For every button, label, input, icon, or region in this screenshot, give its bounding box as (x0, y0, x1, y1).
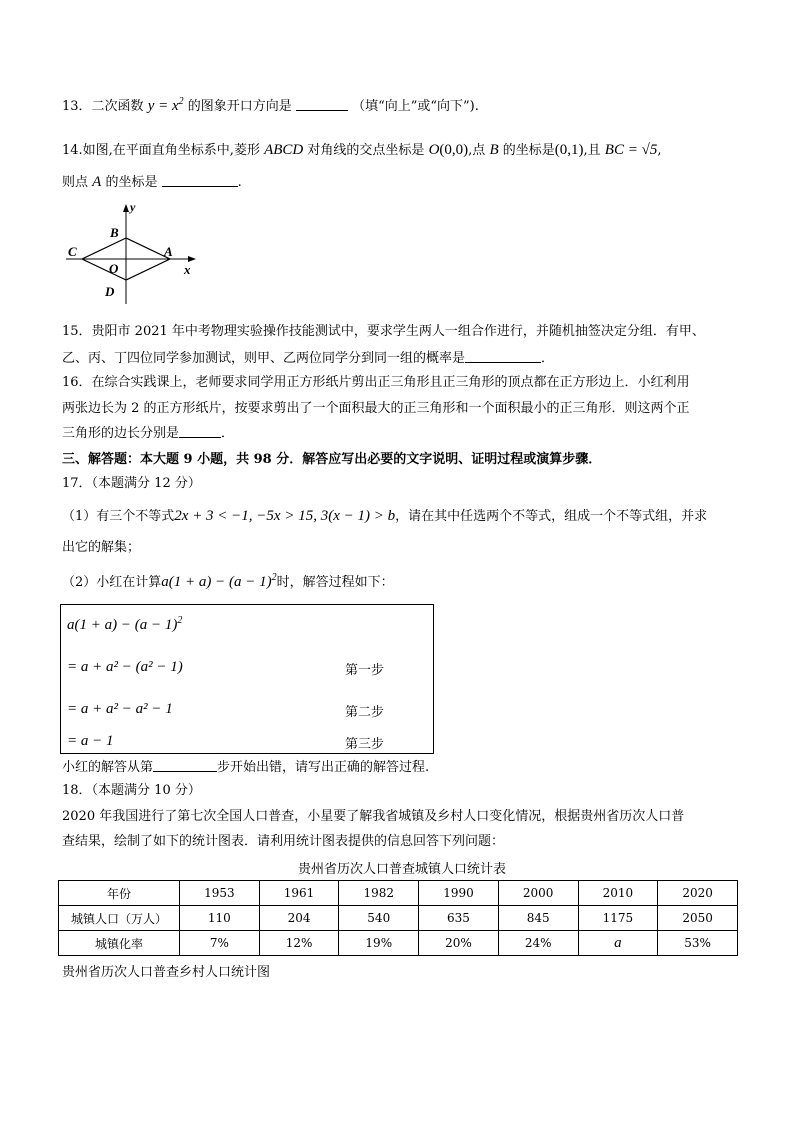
q13-text: 的图象开口方向是 (187, 99, 292, 114)
q14-o-label: O (428, 142, 440, 158)
q17-text: 时，解答过程如下： (276, 575, 394, 590)
q17-inequalities: 2x + 3 < −1, −5x > 15, 3(x − 1) > b (174, 508, 396, 524)
q17-followup (62, 758, 429, 778)
table-cell: 24% (498, 931, 578, 956)
q18-line1: 2020 年我国进行了第七次全国人口普查，小星要了解我省城镇及乡村人口变化情况，根据贵州省历次人口普 (62, 809, 685, 824)
q17-text: （1）有三个不等式 (62, 509, 175, 524)
q13-answer-blank (296, 98, 348, 111)
table-header-cell: 2010 (578, 881, 658, 906)
q17-answer-blank (153, 759, 217, 772)
table-row (59, 931, 738, 956)
table-cell: 城镇人口（万人） (59, 906, 180, 931)
table-cell: 204 (259, 906, 339, 931)
table-cell: 12% (259, 931, 339, 956)
q15-line2 (62, 349, 554, 369)
section-3-heading: 三、解答题：本大题 9 小题，共 98 分．解答应写出必要的文字说明、证明过程或演算步骤． (62, 452, 602, 467)
table-title: 贵州省历次人口普查城镇人口统计表 (298, 862, 507, 877)
q18-line2: 查结果，绘制了如下的统计图表．请利用统计图表提供的信息回答下列问题： (62, 834, 505, 849)
q14-text: 对角线的交点坐标是 (307, 143, 425, 158)
q17-text: （2）小红在计算 (62, 575, 162, 590)
table-cell: 7% (180, 931, 260, 956)
q14-bc-length: BC = √5 (604, 142, 658, 158)
q13-number: 13．二次函数 (62, 99, 144, 114)
q14-text: 的坐标是 (502, 143, 555, 158)
q14-o-coord: (0,0) (439, 142, 469, 158)
q14-text: 则点 (62, 175, 89, 190)
q16-text: 三角形的边长分别是 (62, 426, 180, 441)
table-header-cell: 年份 (59, 881, 180, 906)
point-o-label: O (109, 261, 119, 276)
q13-function: $y = x^2$ (147, 96, 184, 114)
table-row (59, 881, 738, 906)
table-cell: 110 (180, 906, 260, 931)
q15-text: ． (541, 351, 555, 366)
calc-step-label: 第三步 (345, 737, 385, 752)
point-b-label: B (110, 225, 119, 240)
table-header-cell: 2000 (498, 881, 578, 906)
table-cell: 城镇化率 (59, 931, 180, 956)
q17-part1-line1 (62, 506, 707, 527)
q14-number: 14.如图,在平面直角坐标系中,菱形 (62, 143, 260, 158)
q15-line1: 15．贵阳市 2021 年中考物理实验操作技能测试中，要求学生两人一组合作进行，并随机抽签决定分组．有甲、 (62, 324, 705, 339)
q17-text: 步开始出错，请写出正确的解答过程. (217, 760, 430, 775)
q14-b-label: B (489, 142, 499, 158)
table-cell: 19% (339, 931, 419, 956)
q13-line (62, 96, 479, 117)
point-d-label: D (105, 284, 115, 299)
q16-text: ． (221, 426, 235, 441)
q17-heading: 17．（本题满分 12 分） (62, 476, 201, 491)
q14-a-label: A (92, 174, 102, 190)
point-a-label: A (164, 244, 173, 259)
table-cell: 540 (339, 906, 419, 931)
axis-y-label: y (130, 200, 136, 214)
table-cell: a (578, 931, 658, 956)
q14-text: 的坐标是 (105, 175, 158, 190)
q14-answer-blank (162, 174, 238, 187)
q13-tail: （填“向上”或“向下”). (352, 99, 479, 114)
q14-line1 (62, 140, 661, 161)
y-axis-arrow (123, 204, 129, 212)
table-header-cell: 2020 (658, 881, 738, 906)
q14-b-coord: (0,1) (554, 142, 584, 158)
calc-row: = a + a² − (a² − 1) (67, 659, 183, 675)
q17-part2-line (62, 572, 394, 593)
calc-row: = a + a² − a² − 1 (67, 701, 173, 717)
table-cell: 1175 (578, 906, 658, 931)
axis-x-label: x (184, 262, 191, 277)
table-header-cell: 1953 (180, 881, 260, 906)
q14-line2 (62, 172, 242, 193)
q15-answer-blank (465, 350, 541, 363)
calc-step-label: 第二步 (345, 705, 385, 720)
q14-text: ,点 (468, 143, 486, 158)
table-cell: 53% (658, 931, 738, 956)
table-cell: 845 (498, 906, 578, 931)
q17-text: 小红的解答从第 (62, 760, 154, 775)
q16-line1: 16．在综合实践课上，老师要求同学用正方形纸片剪出正三角形且正三角形的顶点都在正方形边上．小红利用 (62, 375, 690, 390)
q15-text: 乙、丙、丁四位同学参加测试，则甲、乙两位同学分到同一组的概率是 (62, 351, 466, 366)
q14-text: . (237, 175, 242, 190)
table-cell: 2050 (658, 906, 738, 931)
q14-text: ,且 (583, 143, 601, 158)
rhombus-figure (62, 200, 202, 310)
q16-answer-blank (179, 425, 221, 438)
q16-line3 (62, 424, 234, 444)
calculation-box (60, 604, 434, 754)
q17-part1-line2: 出它的解集； (62, 540, 141, 555)
table-header-cell: 1990 (419, 881, 499, 906)
q17-expression: $a(1 + a) - (a - 1)^2$ (161, 572, 277, 590)
q16-line2: 两张边长为 2 的正方形纸片，按要求剪出了一个面积最大的正三角形和一个面积最小的正三角形．则这两个正 (62, 401, 690, 416)
chart-caption: 贵州省历次人口普查乡村人口统计图 (62, 965, 271, 980)
q18-heading: 18．（本题满分 10 分） (62, 783, 201, 798)
q14-rhombus: ABCD (264, 142, 304, 158)
calc-row: $a(1 + a) - (a - 1)^2$ (67, 615, 183, 633)
point-c-label: C (68, 244, 77, 259)
q14-text: , (657, 143, 662, 158)
q17-text: ，请在其中任选两个不等式，组成一个不等式组，并求 (395, 509, 708, 524)
table-header-cell: 1961 (259, 881, 339, 906)
urban-population-table (58, 880, 738, 956)
calc-step-label: 第一步 (345, 663, 385, 678)
table-cell: 635 (419, 906, 499, 931)
table-row (59, 906, 738, 931)
table-cell: 20% (419, 931, 499, 956)
table-header-cell: 1982 (339, 881, 419, 906)
calc-row: = a − 1 (67, 733, 114, 749)
